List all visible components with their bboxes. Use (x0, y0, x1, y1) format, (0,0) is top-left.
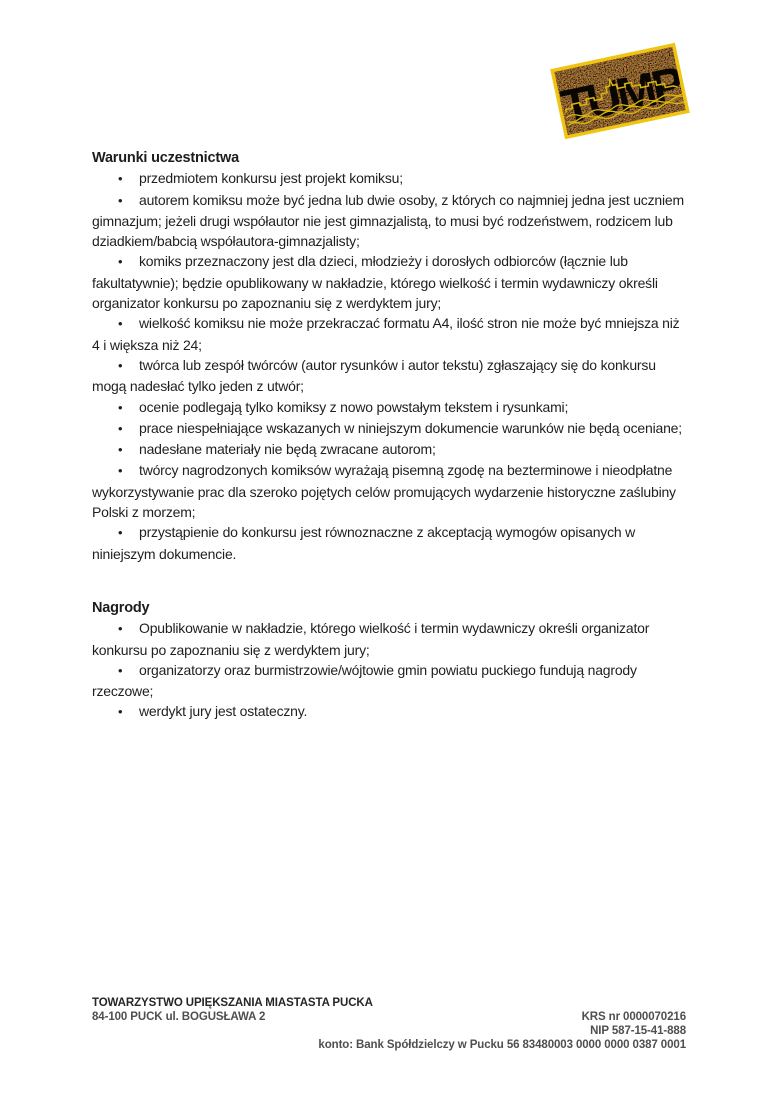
section-heading-nagrody: Nagrody (92, 599, 150, 616)
list-item (92, 190, 688, 252)
list-item-text: Opublikowanie w nakładzie, którego wielkość i termin wydawniczy określi organizator konkursu po zapoznaniu się z werdyktem jury; (92, 620, 650, 658)
bullet-icon: • (118, 399, 123, 415)
list-item (92, 439, 688, 460)
list-item-text: twórca lub zespół twórców (autor rysunków i autor tekstu) zgłaszający się do konkursu mogą nadesłać tylko jeden z utwór; (92, 356, 656, 395)
document-body (92, 148, 688, 723)
list-item-text: wielkość komiksu nie może przekraczać formatu A4, ilość stron nie może być mniejsza niż 4 i większa niż 24; (92, 315, 680, 353)
list-item (92, 168, 688, 189)
list-item-text: werdykt jury jest ostateczny. (139, 703, 308, 720)
list-item-text: przedmiotem konkursu jest projekt komiksu; (139, 170, 403, 187)
list-item (92, 460, 688, 522)
list-item (92, 618, 688, 660)
list-item (92, 522, 688, 564)
bullet-icon: • (118, 316, 123, 332)
list-item-text: komiks przeznaczony jest dla dzieci, młodzieży i dorosłych odbiorców (łącznie lub fakultatywnie); będzie opublikowany w nakładzie, którego wielkość i termin wydawniczy określi organizator konkursu po zapoznaniu się z werdyktem jury; (92, 253, 658, 312)
footer-account: konto: Bank Spółdzielczy w Pucku 56 83480003 0000 0000 0387 0001 (318, 1039, 686, 1051)
bullet-icon: • (118, 420, 123, 436)
bullet-icon: • (118, 463, 123, 479)
bullet-icon: • (118, 192, 123, 208)
footer-organization: TOWARZYSTWO UPIĘKSZANIA MIASTASTA PUCKA (92, 997, 373, 1009)
footer-krs: KRS nr 0000070216 (581, 1011, 686, 1023)
list-item (92, 251, 688, 313)
tump-logo (550, 42, 690, 139)
footer (92, 996, 686, 1060)
bullet-icon: • (118, 254, 123, 270)
list-item-text: organizatorzy oraz burmistrzowie/wójtowie gmin powiatu puckiego fundują nagrody rzeczowe; (92, 661, 637, 700)
list-item-text: prace niespełniające wskazanych w niniejszym dokumencie warunków nie będą oceniane; (139, 419, 682, 436)
bullet-icon: • (118, 621, 123, 637)
bullet-icon: • (118, 442, 123, 458)
list-item (92, 660, 688, 702)
list-item-text: autorem komiksu może być jedna lub dwie osoby, z których co najmniej jedna jest uczniem gimnazjum; jeżeli drugi współautor nie jest gimnazjalistą, to musi być rodzeństwem, rodzicem lub dziadkiem/babcią współautora-gimnazjalisty; (92, 191, 684, 250)
bullet-icon: • (118, 525, 123, 541)
list-item-text: nadesłane materiały nie będą zwracane autorom; (139, 441, 436, 458)
tump-logo-graphic (550, 42, 690, 139)
section-heading-warunki: Warunki uczestnictwa (92, 150, 239, 166)
list-item (92, 418, 688, 439)
bullet-icon: • (118, 357, 123, 373)
list-item-text: przystąpienie do konkursu jest równoznaczne z akceptacją wymogów opisanych w niniejszym dokumencie. (92, 524, 636, 562)
list-item (92, 397, 688, 418)
bullet-icon: • (118, 662, 123, 678)
list-item-text: twórcy nagrodzonych komiksów wyrażają pisemną zgodę na bezterminowe i nieodpłatne wykorzystywanie prac dla szeroko pojętych celów promujących wydarzenie historyczne zaślubiny Polski z morzem; (92, 462, 676, 521)
bullet-icon: • (118, 171, 123, 187)
list-item-text: ocenie podlegają tylko komiksy z nowo powstałym tekstem i rysunkami; (139, 398, 569, 415)
list-item (92, 355, 688, 397)
logo-wordmark: TUMP (556, 57, 686, 135)
list-item (92, 701, 688, 722)
footer-address: 84-100 PUCK ul. BOGUSŁAWA 2 (92, 1011, 266, 1023)
list-item (92, 313, 688, 355)
bullet-icon: • (118, 704, 123, 720)
footer-nip: NIP 587-15-41-888 (590, 1025, 686, 1037)
